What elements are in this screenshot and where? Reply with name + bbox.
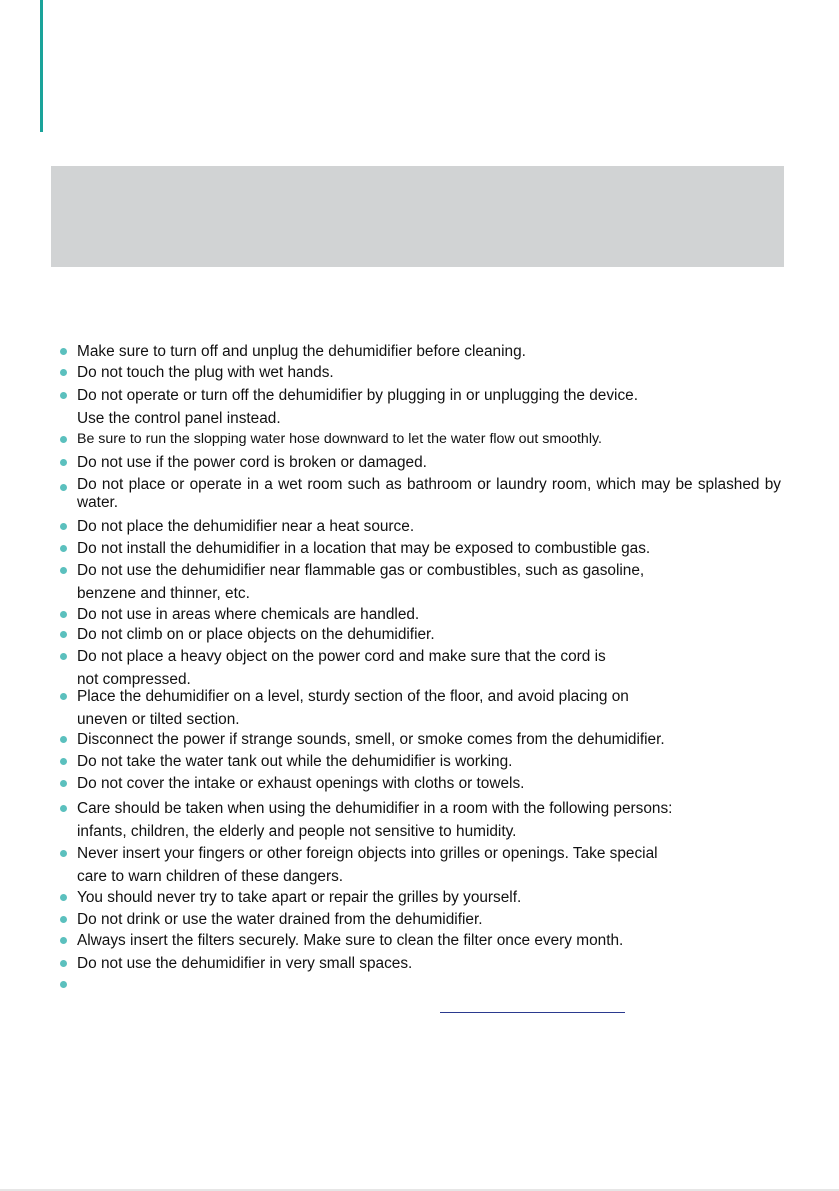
item-text-continued: benzene and thinner, etc.: [77, 585, 250, 602]
list-item: [77, 952, 789, 975]
item-text: Do not operate or turn off the dehumidifier by plugging in or unplugging the device.: [77, 387, 638, 404]
bullet-icon: [60, 894, 67, 901]
list-item: [77, 797, 793, 843]
list-item: [77, 623, 789, 646]
item-text: Disconnect the power if strange sounds, smell, or smoke comes from the dehumidifier.: [77, 731, 665, 748]
bullet-icon: [60, 348, 67, 355]
accent-bar: [40, 0, 43, 132]
list-item: [77, 451, 789, 474]
item-text: Do not climb on or place objects on the dehumidifier.: [77, 626, 435, 643]
item-text: Do not drink or use the water drained from the dehumidifier.: [77, 911, 483, 928]
list-item: [77, 908, 789, 931]
bullet-icon: [60, 545, 67, 552]
item-text: Care should be taken when using the dehumidifier in a room with the following persons:: [77, 800, 673, 817]
bullet-icon: [60, 392, 67, 399]
bullet-icon: [60, 960, 67, 967]
bullet-icon: [60, 850, 67, 857]
list-item: [77, 929, 789, 952]
bullet-icon: [60, 981, 67, 988]
list-item: [77, 772, 789, 795]
header-band: [51, 166, 784, 267]
item-text: Always insert the filters securely. Make sure to clean the filter once every month.: [77, 932, 624, 949]
bullet-icon: [60, 523, 67, 530]
bullet-icon: [60, 459, 67, 466]
item-text: Do not place or operate in a wet room such as bathroom or laundry room, which may be splashed by water.: [77, 476, 781, 511]
list-item: [77, 842, 789, 888]
list-item: [77, 515, 789, 538]
bullet-icon: [60, 758, 67, 765]
item-text: Make sure to turn off and unplug the dehumidifier before cleaning.: [77, 343, 526, 360]
item-text: Do not take the water tank out while the dehumidifier is working.: [77, 753, 513, 770]
item-text-continued: care to warn children of these dangers.: [77, 868, 344, 885]
item-text: Do not place a heavy object on the power cord and make sure that the cord is: [77, 648, 606, 665]
item-text-continued: infants, children, the elderly and people not sensitive to humidity.: [77, 823, 517, 840]
item-text: Do not use the dehumidifier in very small spaces.: [77, 955, 413, 972]
bullet-icon: [60, 736, 67, 743]
item-text: Do not touch the plug with wet hands.: [77, 364, 334, 381]
item-text: Never insert your fingers or other foreign objects into grilles or openings. Take special: [77, 845, 658, 862]
bullet-icon: [60, 693, 67, 700]
list-item: [77, 728, 789, 751]
bullet-icon: [60, 653, 67, 660]
bullet-icon: [60, 805, 67, 812]
item-text-continued: Use the control panel instead.: [77, 410, 281, 427]
list-item: [77, 340, 789, 363]
item-text-continued: not compressed.: [77, 671, 191, 688]
bullet-icon: [60, 780, 67, 787]
bullet-icon: [60, 436, 67, 443]
item-text: You should never try to take apart or repair the grilles by yourself.: [77, 889, 522, 906]
item-text: Do not use if the power cord is broken or damaged.: [77, 454, 427, 471]
list-item: [77, 559, 789, 605]
bullet-icon: [60, 916, 67, 923]
bullet-icon: [60, 484, 67, 491]
list-item: [77, 750, 789, 773]
item-text: Be sure to run the slopping water hose downward to let the water flow out smoothly.: [77, 431, 602, 447]
list-item: [77, 476, 781, 512]
bullet-icon: [60, 611, 67, 618]
item-text: Do not place the dehumidifier near a heat source.: [77, 518, 415, 535]
bullet-icon: [60, 937, 67, 944]
item-text: Place the dehumidifier on a level, sturdy section of the floor, and avoid placing on: [77, 688, 629, 705]
item-text: Do not use the dehumidifier near flammable gas or combustibles, such as gasoline,: [77, 562, 645, 579]
bullet-icon: [60, 369, 67, 376]
list-item: [77, 537, 789, 560]
list-item: [77, 428, 789, 451]
list-item: [77, 685, 789, 731]
list-item: [77, 361, 789, 384]
bullet-icon: [60, 631, 67, 638]
item-text: Do not install the dehumidifier in a location that may be exposed to combustible gas.: [77, 540, 651, 557]
list-item: [77, 886, 789, 909]
bullet-icon: [60, 567, 67, 574]
link-underline[interactable]: [440, 1012, 625, 1013]
item-text-continued: uneven or tilted section.: [77, 711, 240, 728]
item-text: Do not cover the intake or exhaust openings with cloths or towels.: [77, 775, 525, 792]
list-item: [77, 384, 789, 430]
item-text: Do not use in areas where chemicals are handled.: [77, 606, 420, 623]
